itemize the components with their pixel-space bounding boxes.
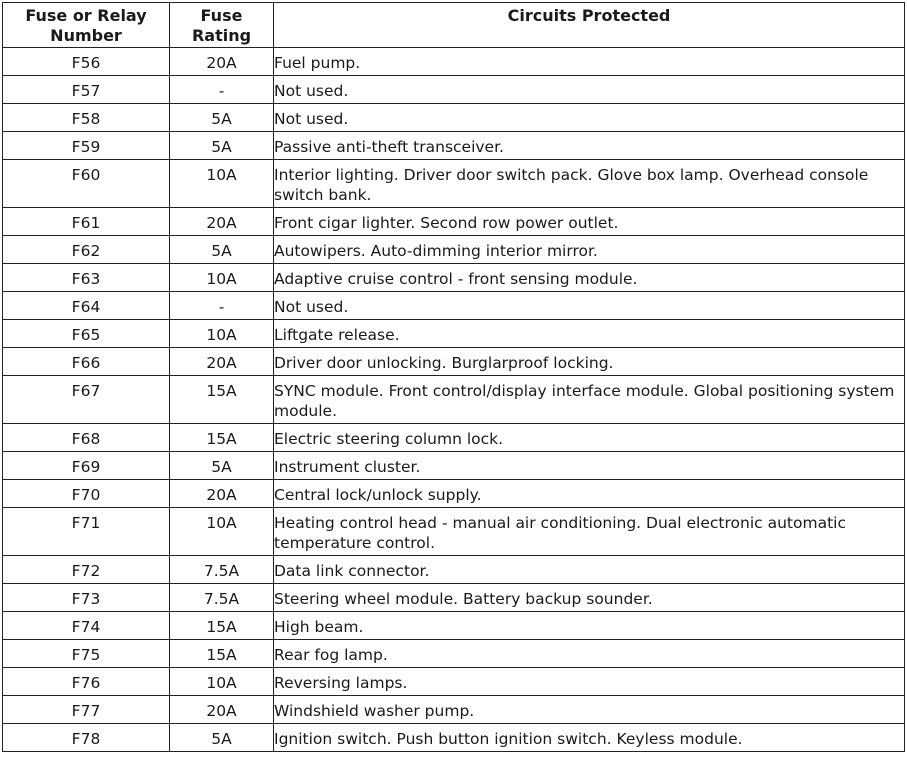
circuits-protected-cell: Not used. [274, 104, 905, 132]
fuse-table [2, 2, 905, 752]
table-row [3, 480, 905, 508]
circuits-protected-cell: Steering wheel module. Battery backup sounder. [274, 584, 905, 612]
fuse-rating-cell: 20A [170, 696, 274, 724]
fuse-number-cell: F75 [3, 640, 170, 668]
circuits-protected-cell: Windshield washer pump. [274, 696, 905, 724]
table-row [3, 640, 905, 668]
circuits-protected-cell: Electric steering column lock. [274, 424, 905, 452]
fuse-number-cell: F66 [3, 348, 170, 376]
fuse-number-cell: F78 [3, 724, 170, 752]
circuits-protected-cell: Autowipers. Auto-dimming interior mirror. [274, 236, 905, 264]
fuse-number-cell: F68 [3, 424, 170, 452]
fuse-rating-cell: 15A [170, 376, 274, 424]
fuse-rating-cell: 20A [170, 48, 274, 76]
circuits-protected-cell: Driver door unlocking. Burglarproof locking. [274, 348, 905, 376]
circuits-protected-cell: Adaptive cruise control - front sensing module. [274, 264, 905, 292]
table-row [3, 76, 905, 104]
fuse-number-cell: F69 [3, 452, 170, 480]
circuits-protected-cell: Heating control head - manual air conditioning. Dual electronic automatic temperature control. [274, 508, 905, 556]
circuits-protected-cell: Liftgate release. [274, 320, 905, 348]
header-circuits-protected: Circuits Protected [274, 3, 905, 48]
table-row [3, 424, 905, 452]
fuse-number-cell: F60 [3, 160, 170, 208]
circuits-protected-cell: Front cigar lighter. Second row power outlet. [274, 208, 905, 236]
fuse-rating-cell: - [170, 76, 274, 104]
circuits-protected-cell: Reversing lamps. [274, 668, 905, 696]
fuse-number-cell: F58 [3, 104, 170, 132]
table-row [3, 236, 905, 264]
fuse-rating-cell: 10A [170, 508, 274, 556]
fuse-number-cell: F73 [3, 584, 170, 612]
fuse-number-cell: F56 [3, 48, 170, 76]
circuits-protected-cell: Not used. [274, 76, 905, 104]
fuse-rating-cell: 20A [170, 348, 274, 376]
circuits-protected-cell: SYNC module. Front control/display interface module. Global positioning system module. [274, 376, 905, 424]
fuse-rating-cell: 7.5A [170, 556, 274, 584]
circuits-protected-cell: Data link connector. [274, 556, 905, 584]
fuse-rating-cell: 20A [170, 208, 274, 236]
circuits-protected-cell: Fuel pump. [274, 48, 905, 76]
table-row [3, 292, 905, 320]
fuse-number-cell: F59 [3, 132, 170, 160]
fuse-number-cell: F71 [3, 508, 170, 556]
fuse-rating-cell: 15A [170, 612, 274, 640]
header-fuse-rating: Fuse Rating [170, 3, 274, 48]
fuse-rating-cell: 5A [170, 724, 274, 752]
fuse-number-cell: F62 [3, 236, 170, 264]
circuits-protected-cell: Not used. [274, 292, 905, 320]
circuits-protected-cell: Central lock/unlock supply. [274, 480, 905, 508]
table-row [3, 452, 905, 480]
fuse-number-cell: F76 [3, 668, 170, 696]
header-fuse-number: Fuse or Relay Number [3, 3, 170, 48]
circuits-protected-cell: Passive anti-theft transceiver. [274, 132, 905, 160]
table-body [3, 48, 905, 752]
table-row [3, 668, 905, 696]
fuse-number-cell: F70 [3, 480, 170, 508]
fuse-rating-cell: 10A [170, 668, 274, 696]
fuse-number-cell: F72 [3, 556, 170, 584]
circuits-protected-cell: Instrument cluster. [274, 452, 905, 480]
table-row [3, 556, 905, 584]
circuits-protected-cell: Rear fog lamp. [274, 640, 905, 668]
fuse-rating-cell: 10A [170, 160, 274, 208]
fuse-number-cell: F67 [3, 376, 170, 424]
circuits-protected-cell: Ignition switch. Push button ignition switch. Keyless module. [274, 724, 905, 752]
fuse-rating-cell: 5A [170, 104, 274, 132]
fuse-number-cell: F61 [3, 208, 170, 236]
table-row [3, 48, 905, 76]
fuse-number-cell: F57 [3, 76, 170, 104]
table-row [3, 376, 905, 424]
table-row [3, 348, 905, 376]
table-row [3, 696, 905, 724]
header-row [3, 3, 905, 48]
fuse-rating-cell: 5A [170, 236, 274, 264]
fuse-rating-cell: 10A [170, 320, 274, 348]
table-row [3, 612, 905, 640]
fuse-rating-cell: - [170, 292, 274, 320]
table-row [3, 104, 905, 132]
fuse-rating-cell: 15A [170, 424, 274, 452]
fuse-rating-cell: 20A [170, 480, 274, 508]
fuse-number-cell: F63 [3, 264, 170, 292]
table-row [3, 160, 905, 208]
fuse-number-cell: F74 [3, 612, 170, 640]
table-row [3, 208, 905, 236]
table-row [3, 724, 905, 752]
table-row [3, 508, 905, 556]
table-row [3, 264, 905, 292]
fuse-number-cell: F77 [3, 696, 170, 724]
table-row [3, 320, 905, 348]
fuse-rating-cell: 7.5A [170, 584, 274, 612]
fuse-rating-cell: 10A [170, 264, 274, 292]
fuse-number-cell: F64 [3, 292, 170, 320]
fuse-rating-cell: 5A [170, 452, 274, 480]
fuse-number-cell: F65 [3, 320, 170, 348]
circuits-protected-cell: Interior lighting. Driver door switch pack. Glove box lamp. Overhead console switch bank. [274, 160, 905, 208]
table-row [3, 132, 905, 160]
circuits-protected-cell: High beam. [274, 612, 905, 640]
fuse-rating-cell: 15A [170, 640, 274, 668]
table-row [3, 584, 905, 612]
fuse-rating-cell: 5A [170, 132, 274, 160]
